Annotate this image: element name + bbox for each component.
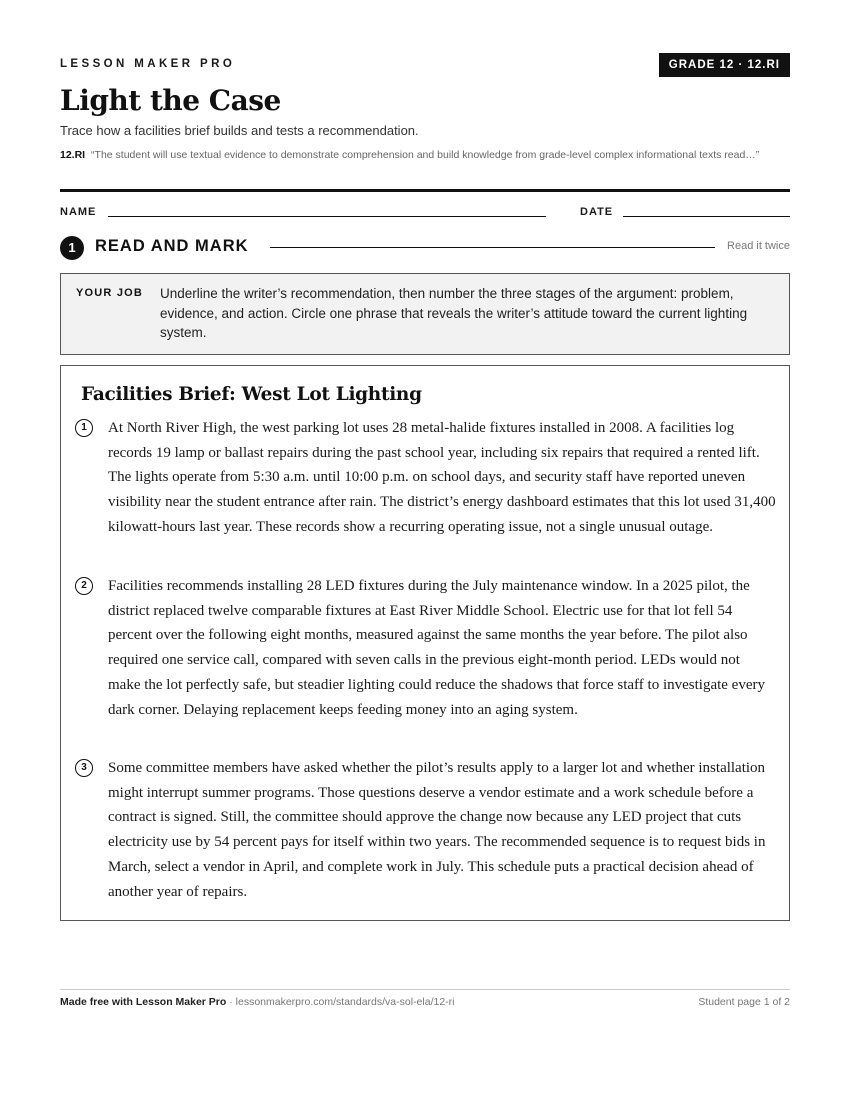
reading-passage [60,365,790,921]
footer-separator: · [226,996,236,1008]
page-subtitle: Trace how a facilities brief builds and tests a recommendation. [60,123,419,138]
grade-badge: GRADE 12 · 12.RI [659,53,790,77]
paragraph-text: At North River High, the west parking lot uses 28 metal-halide fixtures installed in 2008. A facilities log records 19 lamp or ballast repairs during the past school year, including six repairs that required a rented lift. The lights operate from 5:30 a.m. until 10:00 p.m. on school days, and security staff have reported uneven visibility near the student entrance after rain. The district’s energy dashboard estimates that this lot used 31,400 kilowatt-hours last year. These records show a recurring operating issue, not a single unusual outage. [108,420,776,535]
job-text: Underline the writer’s recommendation, then number the three stages of the argument: problem, evidence, and action. Circle one phrase that reveals the writer’s attitude toward the current lighting system. [160,286,748,340]
standard-statement [60,148,790,163]
footer-url[interactable]: lessonmakerpro.com/standards/va-sol-ela/12-ri [235,996,455,1008]
paragraph-number-badge: 3 [75,759,93,777]
job-instructions-box [60,273,790,355]
section-note: Read it twice [727,240,790,252]
standard-code: 12.RI [60,149,86,161]
standard-text: “The student will use textual evidence to demonstrate comprehension and build knowledge from grade-level complex informational texts read…” [91,149,760,161]
section-title: READ AND MARK [95,237,249,255]
footer-credit [60,996,455,1008]
date-label: DATE [580,206,614,218]
header-divider [60,189,790,192]
name-label: NAME [60,206,97,218]
job-label: YOUR JOB [76,287,144,299]
paragraph-text: Some committee members have asked whether the pilot’s results apply to a larger lot and whether installation might interrupt summer programs. Those questions deserve a vendor estimate and a work schedule before a contract is signed. Still, the committee should approve the change now because any LED project that cuts electricity use by 54 percent pays for itself within two years. The recommended sequence is to request bids in March, select a vendor in April, and complete work in July. This schedule puts a practical decision ahead of another year of repairs. [108,760,766,900]
section-number-badge: 1 [60,236,84,260]
footer-divider [60,989,790,990]
paragraph-number-badge: 2 [75,577,93,595]
date-field[interactable] [623,216,790,217]
footer-made-with: Made free with Lesson Maker Pro [60,996,227,1008]
paragraph-number-badge: 1 [75,419,93,437]
student-info-row [60,206,790,220]
brand-name: LESSON MAKER PRO [60,58,236,70]
page-title: Light the Case [60,84,281,117]
section-header [60,234,790,260]
name-field[interactable] [108,216,546,217]
page-indicator: Student page 1 of 2 [698,996,790,1008]
section-rule [270,247,715,248]
passage-title: Facilities Brief: West Lot Lighting [81,384,422,405]
paragraph-text: Facilities recommends installing 28 LED fixtures during the July maintenance window. In a 2025 pilot, the district replaced twelve comparable fixtures at East River Middle School. Electric use for that lot fell 54 percent over the following eight months, measured against the same months the year before. The pilot also required one service call, compared with seven calls in the previous eight-month period. LEDs would not make the lot perfectly safe, but steadier lighting could reduce the shadows that force staff to investigate every dark corner. Delaying replacement keeps feeding money into an aging system. [108,578,765,718]
